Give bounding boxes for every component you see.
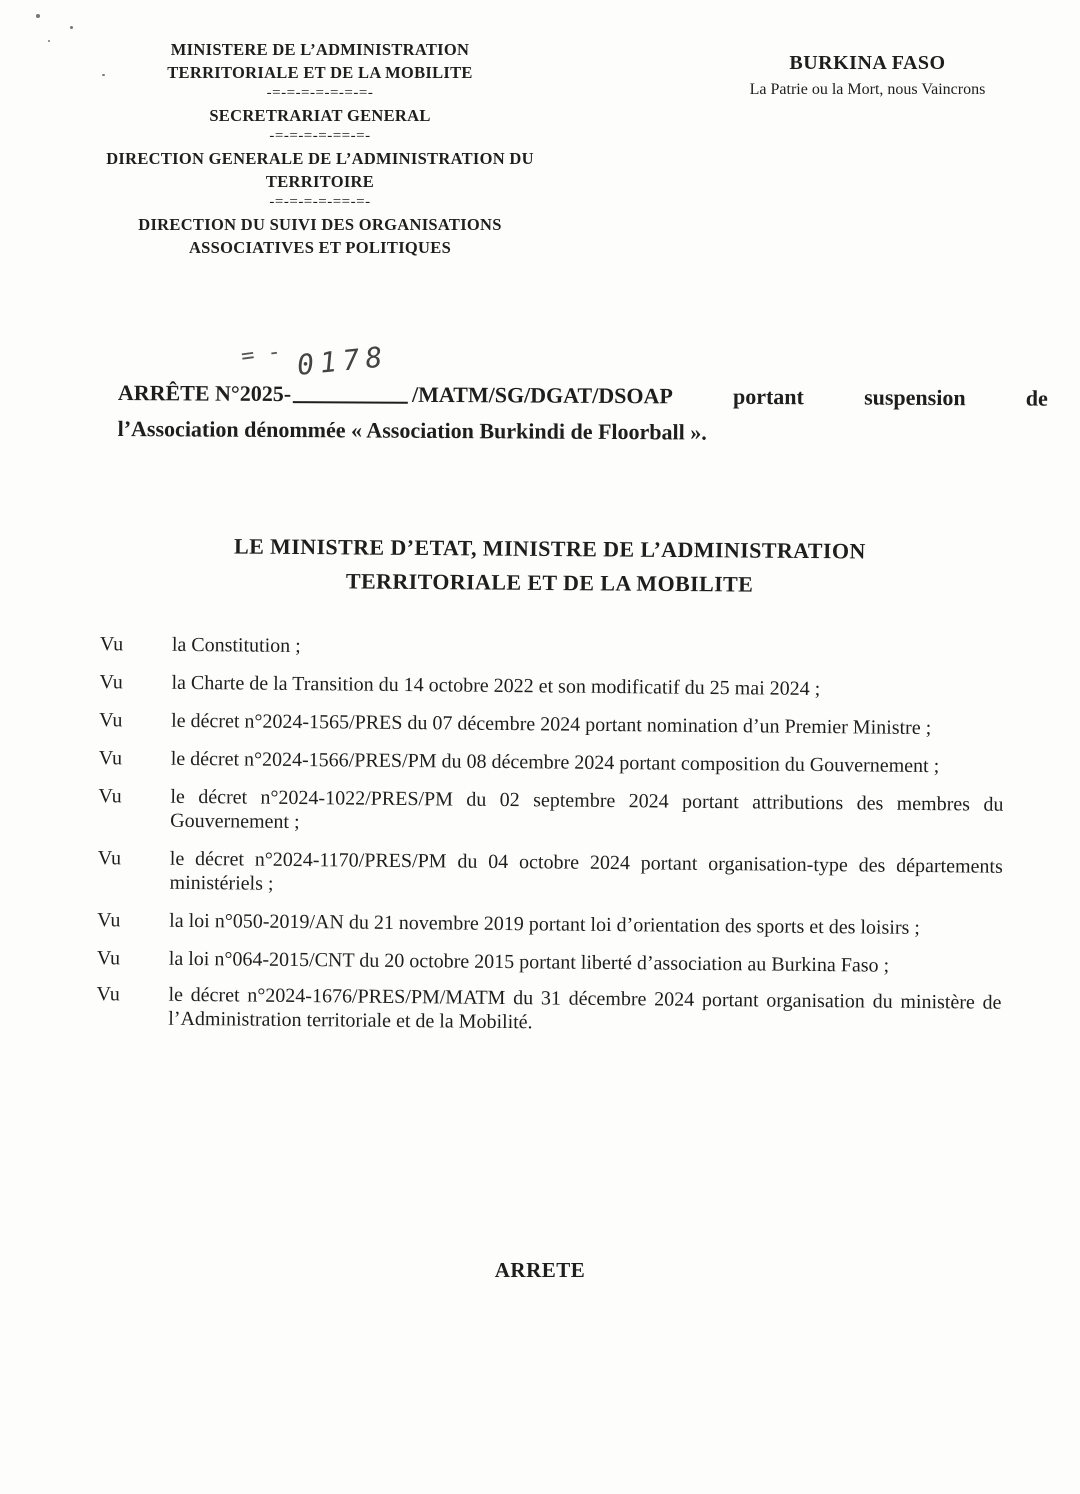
ministry-name-line2: TERRITORIALE ET DE LA MOBILITE [167, 63, 473, 82]
title-word: de [1025, 385, 1048, 411]
decree-reference: /MATM/SG/DGAT/DSOAP [411, 381, 673, 409]
arrete-heading: ARRETE [494, 1258, 586, 1282]
vu-label: Vu [97, 847, 122, 870]
handwritten-mark: = - [239, 339, 283, 370]
vu-list [86, 632, 1005, 1039]
vu-text: le décret n°2024-1566/PRES/PM du 08 décembre 2024 portant composition du Gouvernement ; [170, 747, 940, 778]
vu-item [87, 908, 1002, 941]
vu-item [88, 784, 1003, 841]
separator: -=-=-=-=-==-=- [269, 194, 371, 210]
vu-item [87, 846, 1002, 903]
vu-label: Vu [99, 709, 123, 732]
country-name: BURKINA FASO [789, 52, 946, 74]
decree-title [117, 339, 1048, 453]
secretariat-name: SECRETRARIAT GENERAL [209, 106, 431, 125]
vu-text: la loi n°064-2015/CNT du 20 octobre 2015 portant liberté d’association au Burkina Faso ; [168, 947, 890, 977]
minister-heading-line1: LE MINISTRE D’ETAT, MINISTRE DE L’ADMINISTRATION [233, 533, 866, 564]
title-word: suspension [864, 384, 966, 411]
direction-generale-line2: TERRITOIRE [265, 172, 375, 191]
handwritten-decree-number: 0178 [295, 339, 391, 382]
decree-prefix: ARRÊTE N°2025- [117, 379, 292, 407]
vu-label: Vu [96, 947, 121, 970]
vu-item [89, 708, 1004, 741]
vu-text: le décret n°2024-1170/PRES/PM du 04 octobre 2024 portant organisation-type des départements ministériels ; [169, 847, 1003, 895]
vu-text: la Constitution ; [171, 633, 301, 658]
vu-label: Vu [97, 909, 121, 932]
vu-label: Vu [96, 983, 120, 1006]
ministry-name-line1: MINISTERE DE L’ADMINISTRATION [170, 40, 470, 59]
vu-label: Vu [98, 785, 122, 808]
vu-label: Vu [99, 633, 124, 656]
vu-item [89, 670, 1004, 703]
vu-label: Vu [98, 747, 123, 770]
separator: -=-=-=-=-=-=-=- [266, 85, 374, 101]
decree-title-line1 [117, 339, 1048, 417]
title-word: portant [732, 383, 804, 410]
vu-text: la Charte de la Transition du 14 octobre 2022 et son modificatif du 25 mai 2024 ; [171, 671, 821, 701]
direction-suivi-line2: ASSOCIATIVES ET POLITIQUES [188, 238, 452, 257]
vu-text: le décret n°2024-1565/PRES du 07 décembre 2024 portant nomination d’un Premier Ministre ; [171, 709, 932, 740]
decree-number-field [239, 339, 408, 404]
national-motto: La Patrie ou la Mort, nous Vaincrons [749, 81, 986, 98]
vu-item [86, 982, 1001, 1039]
direction-suivi-line1: DIRECTION DU SUIVI DES ORGANISATIONS [138, 215, 502, 234]
vu-item [90, 632, 1005, 665]
scan-speck [36, 14, 40, 18]
minister-heading-line2: TERRITORIALE ET DE LA MOBILITE [345, 568, 754, 597]
scan-speck [48, 40, 50, 42]
direction-generale-line1: DIRECTION GENERALE DE L’ADMINISTRATION DU [106, 149, 534, 168]
scan-speck [70, 26, 73, 29]
vu-label: Vu [99, 671, 123, 694]
separator: -=-=-=-=-==-=- [269, 128, 371, 144]
ministry-header [80, 38, 560, 259]
country-header [715, 52, 1020, 99]
vu-text: la loi n°050-2019/AN du 21 novembre 2019 portant loi d’orientation des sports et des loisirs ; [169, 909, 920, 939]
vu-item [87, 946, 1002, 979]
minister-heading [149, 529, 950, 603]
vu-text: le décret n°2024-1676/PRES/PM/MATM du 31 décembre 2024 portant organisation du ministère de l’Administration territoriale et de la Mobilité. [168, 983, 1002, 1034]
vu-text: le décret n°2024-1022/PRES/PM du 02 septembre 2024 portant attributions des membres du Gouvernement ; [170, 785, 1004, 834]
vu-item [89, 746, 1004, 779]
decree-title-line2: l’Association dénommée « Association Burkindi de Floorball ». [117, 415, 707, 445]
